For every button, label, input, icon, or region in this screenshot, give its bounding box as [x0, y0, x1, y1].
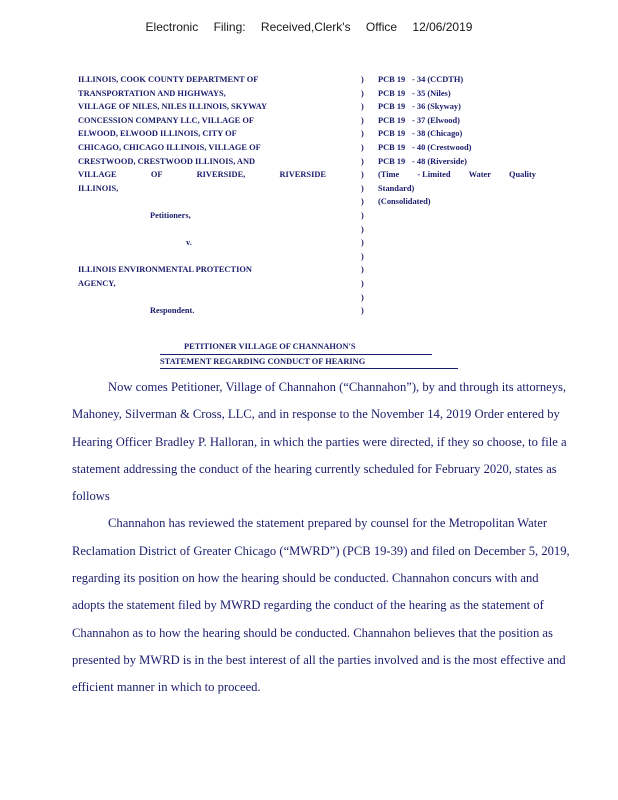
party-line: CRESTWOOD, CRESTWOOD ILLINOIS, AND: [78, 156, 256, 166]
case-caption-parties: [78, 73, 358, 318]
paren: ): [361, 197, 364, 207]
title-line-1: PETITIONER VILLAGE OF CHANNAHON'S: [160, 340, 432, 355]
word: OF: [150, 170, 163, 180]
case-number-row: [378, 114, 548, 128]
party-line: ILLINOIS, COOK COUNTY DEPARTMENT OF: [78, 75, 259, 84]
party-line: CHICAGO, CHICAGO ILLINOIS, VILLAGE OF: [78, 142, 261, 152]
paren: ): [361, 224, 364, 234]
party-line: VILLAGE OF NILES, NILES ILLINOIS, SKYWAY: [78, 102, 268, 112]
word: (Time: [378, 170, 400, 180]
party-line-riverside: [78, 168, 326, 182]
paren: ): [361, 129, 364, 139]
case-number-row: [378, 100, 548, 114]
case-number: - 38 (Chicago): [412, 129, 463, 139]
word: RIVERSIDE: [279, 170, 326, 180]
stamp-electronic: Electronic: [145, 20, 199, 34]
word: Quality: [508, 170, 536, 180]
title-line-2: STATEMENT REGARDING CONDUCT OF HEARING: [160, 355, 458, 370]
paren: ): [361, 183, 364, 193]
respondent-line: AGENCY,: [78, 278, 116, 288]
document-title: [160, 340, 460, 369]
stamp-received: Received,Clerk's: [260, 20, 351, 34]
pcb-label: PCB 19: [378, 142, 406, 152]
paren: ): [361, 292, 364, 302]
paren: ): [361, 278, 364, 288]
case-number-row: [378, 73, 548, 87]
case-number-row: [378, 155, 548, 169]
case-number-row: [378, 127, 548, 141]
pcb-label: PCB 19: [378, 115, 406, 125]
paren: ): [361, 265, 364, 275]
paren: ): [361, 156, 364, 166]
stamp-date: 12/06/2019: [412, 20, 473, 34]
paren: ): [361, 306, 364, 316]
respondent-line: ILLINOIS ENVIRONMENTAL PROTECTION: [78, 265, 252, 275]
respondent-label: Respondent.: [150, 306, 195, 316]
case-numbers: [378, 73, 548, 209]
case-number: - 34 (CCDTH): [412, 75, 464, 84]
pcb-label: PCB 19: [378, 156, 406, 166]
paren: ): [361, 170, 364, 180]
party-line: CONCESSION COMPANY LLC, VILLAGE OF: [78, 115, 254, 125]
case-number-row: [378, 87, 548, 101]
word: Water: [468, 170, 491, 180]
word: VILLAGE: [78, 170, 117, 180]
stamp-office: Office: [365, 20, 398, 34]
party-line: TRANSPORTATION AND HIGHWAYS,: [78, 88, 226, 98]
case-number: - 40 (Crestwood): [412, 142, 472, 152]
body-paragraph-2: Channahon has reviewed the statement prepared by counsel for the Metropolitan Water Reclamation District of Greater Chicago (“MWRD”) (PCB 19-39) and filed on December 5, 2019, regarding its position on how the hearing should be conducted. Channahon concurs with and adopts the statement filed by MWRD regarding the conduct of the hearing as the statement of Channahon as to how the hearing should be conducted. Channahon believes that the position as presented by MWRD is in the best interest of all the parties involved and is the most effective and efficient manner in which to proceed.: [72, 516, 570, 695]
pcb-label: PCB 19: [378, 88, 406, 98]
paren: ): [361, 102, 364, 112]
paren: ): [361, 115, 364, 125]
stamp-filing: Filing:: [213, 20, 246, 34]
paren: ): [361, 238, 364, 248]
word: RIVERSIDE,: [196, 170, 246, 180]
party-line: ILLINOIS,: [78, 183, 119, 193]
case-number: - 48 (Riverside): [412, 156, 467, 166]
filing-stamp: [0, 20, 618, 34]
caption-parentheses: [361, 73, 364, 318]
paren: ): [361, 210, 364, 220]
time-limited-line: [378, 168, 536, 182]
pcb-label: PCB 19: [378, 102, 406, 112]
paren: ): [361, 75, 364, 84]
paren: ): [361, 88, 364, 98]
case-number: - 35 (Niles): [412, 88, 451, 98]
paren: ): [361, 142, 364, 152]
case-number: - 37 (Elwood): [412, 115, 460, 125]
case-number: - 36 (Skyway): [412, 102, 461, 112]
party-line: ELWOOD, ELWOOD ILLINOIS, CITY OF: [78, 129, 237, 139]
case-number-row: [378, 141, 548, 155]
petitioners-label: Petitioners,: [150, 210, 191, 220]
consolidated-label: (Consolidated): [378, 197, 431, 207]
paren: ): [361, 251, 364, 261]
standard-label: Standard): [378, 183, 415, 193]
pcb-label: PCB 19: [378, 129, 406, 139]
versus-label: v.: [186, 238, 192, 248]
body-paragraph-1: Now comes Petitioner, Village of Channahon (“Channahon”), by and through its attorneys, Mahoney, Silverman & Cross, LLC, and in response to the November 14, 2019 Order entered by Hearing Officer Bradley P. Halloran, in which the parties were directed, if they so choose, to file a statement addressing the conduct of the hearing currently scheduled for February 2020, states as follows: [72, 380, 567, 504]
word: - Limited: [417, 170, 451, 180]
document-body: [72, 374, 572, 702]
pcb-label: PCB 19: [378, 75, 406, 84]
